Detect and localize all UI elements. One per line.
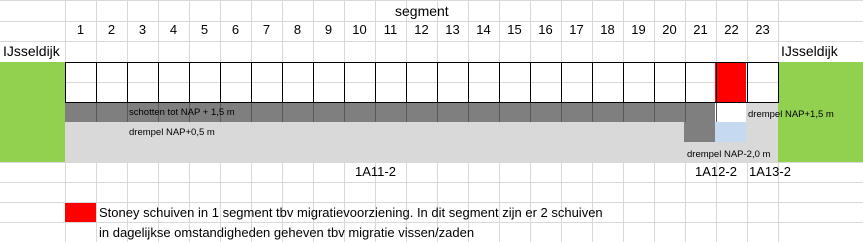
band-separator — [530, 102, 531, 122]
segment-number: 18 — [600, 22, 615, 37]
band-separator — [127, 102, 128, 122]
band-separator — [437, 102, 438, 122]
band-separator — [468, 102, 469, 122]
segment-cell — [561, 62, 593, 103]
segment-cell — [127, 62, 159, 103]
segment-cell — [623, 62, 655, 103]
segment-number: 14 — [476, 22, 491, 37]
stoney-gate-lower — [715, 122, 746, 142]
segment-cell — [282, 62, 314, 103]
band-separator — [623, 102, 624, 122]
segment-number: 10 — [352, 22, 367, 37]
section-label-1a12: 1A12-2 — [695, 164, 737, 179]
schotten-label: schotten tot NAP + 1,5 m — [129, 107, 235, 118]
band-separator — [654, 102, 655, 122]
segment-number: 8 — [293, 22, 302, 37]
segment-number: 22 — [724, 22, 739, 37]
segment-number: 5 — [200, 22, 209, 37]
segment-cell — [406, 62, 438, 103]
grid-line — [0, 41, 863, 42]
grid-line — [0, 162, 863, 163]
drempel-bottom-label: drempel NAP-2,0 m — [687, 149, 771, 160]
bulkhead-seg21 — [684, 122, 715, 142]
segment-number: 21 — [693, 22, 708, 37]
segment-cell — [468, 62, 500, 103]
band-separator — [282, 102, 283, 122]
right-bank-label: IJsseldijk — [781, 43, 838, 59]
segment-number: 23 — [755, 22, 770, 37]
section-label-1a11: 1A11-2 — [355, 164, 396, 179]
segment-cell — [375, 62, 407, 103]
drempel-main-label: drempel NAP+0,5 m — [129, 127, 215, 138]
stoney-gate-open — [715, 102, 746, 122]
segment-number: 9 — [324, 22, 333, 37]
legend-line-2: in dagelijkse omstandigheden geheven tbv migratie vissen/zaden — [99, 225, 475, 240]
grid-line — [0, 182, 863, 183]
segment-cell — [716, 62, 748, 103]
segment-number: 20 — [662, 22, 677, 37]
band-separator — [685, 102, 686, 122]
segment-number: 15 — [507, 22, 522, 37]
band-separator — [592, 102, 593, 122]
segment-number: 12 — [414, 22, 429, 37]
segment-number: 2 — [107, 22, 116, 37]
grid-line — [0, 0, 863, 1]
segment-number: 16 — [538, 22, 553, 37]
legend-swatch — [65, 203, 96, 222]
segment-number: 3 — [138, 22, 147, 37]
segment-cell — [437, 62, 469, 103]
band-separator — [313, 102, 314, 122]
segment-cell — [189, 62, 221, 103]
segment-number: 13 — [445, 22, 460, 37]
band-separator — [406, 102, 407, 122]
segment-cell — [220, 62, 252, 103]
segment-cell — [499, 62, 531, 103]
segment-cell — [344, 62, 376, 103]
segment-number: 11 — [383, 22, 398, 37]
left-bank — [0, 62, 65, 162]
drempel-right-label: drempel NAP+1,5 m — [748, 109, 834, 120]
segment-number: 17 — [569, 22, 584, 37]
segment-title: segment — [395, 3, 449, 19]
segment-cell — [530, 62, 562, 103]
grid-line — [0, 202, 863, 203]
band-separator — [96, 102, 97, 122]
band-separator — [716, 102, 717, 122]
segment-cell — [65, 62, 97, 103]
segment-cell — [251, 62, 283, 103]
segment-cell — [685, 62, 717, 103]
segment-cell — [592, 62, 624, 103]
segment-number: 4 — [169, 22, 178, 37]
band-separator — [344, 102, 345, 122]
segment-cell — [313, 62, 345, 103]
band-separator — [375, 102, 376, 122]
segment-cell — [158, 62, 190, 103]
band-separator — [561, 102, 562, 122]
segment-cell — [654, 62, 686, 103]
band-separator — [499, 102, 500, 122]
segment-number: 6 — [231, 22, 240, 37]
segment-number: 19 — [631, 22, 646, 37]
section-label-1a13: 1A13-2 — [749, 164, 791, 179]
legend-line-1: Stoney schuiven in 1 segment tbv migratievoorziening. In dit segment zijn er 2 schuiven — [99, 205, 603, 220]
segment-cell — [96, 62, 128, 103]
grid-line — [0, 222, 863, 223]
left-bank-label: IJsseldijk — [3, 43, 60, 59]
segment-cell — [747, 62, 779, 103]
segment-number: 1 — [76, 22, 85, 37]
band-separator — [251, 102, 252, 122]
segment-number: 7 — [262, 22, 271, 37]
